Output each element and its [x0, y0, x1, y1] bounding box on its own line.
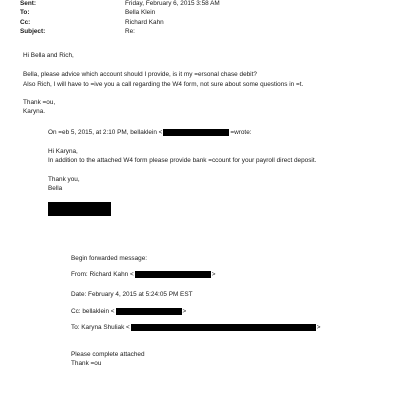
- redaction-bar: [135, 271, 211, 278]
- reply-signoff: Thank =ou,: [23, 99, 56, 106]
- quoted-attribution-prefix: On =eb 5, 2015, at 2:10 PM, bellaklein <: [48, 129, 163, 137]
- reply-signature: Karyna.: [23, 108, 46, 115]
- forwarded-from-suffix: >: [211, 271, 216, 279]
- to-value: Bella Klein: [125, 9, 156, 16]
- forwarded-body-line-2: Thank =ou: [71, 360, 102, 367]
- redaction-bar: [116, 308, 182, 315]
- cc-label: Cc:: [20, 19, 31, 26]
- sent-value: Friday, February 6, 2015 3:58 AM: [125, 0, 220, 7]
- reply-line-2: Also Rich, I will have to =ive you a call regarding the W4 form, not sure about some questions in =t.: [23, 81, 304, 88]
- redaction-bar: [131, 324, 316, 331]
- quoted-signature: Bella: [48, 185, 63, 192]
- to-label: To:: [20, 9, 30, 16]
- forwarded-to-prefix: To: Karyna Shuliak <: [71, 324, 130, 332]
- forwarded-date: Date: February 4, 2015 at 5:24:05 PM EST: [71, 291, 193, 298]
- forwarded-cc-suffix: >: [182, 308, 187, 316]
- forwarded-cc-prefix: Cc: bellaklein <: [71, 308, 115, 316]
- sent-label: Sent:: [20, 0, 36, 7]
- quoted-attribution: [48, 129, 252, 137]
- redaction-block: [48, 202, 111, 216]
- reply-greeting: Hi Bella and Rich,: [23, 52, 74, 59]
- quoted-greeting: Hi Karyna,: [48, 148, 78, 155]
- forwarded-to: [71, 324, 321, 332]
- forwarded-body-line-1: Please complete attached: [71, 351, 145, 358]
- cc-value: Richard Kahn: [125, 19, 164, 26]
- forwarded-from-prefix: From: Richard Kahn <: [71, 271, 134, 279]
- reply-line-1: Bella, please advice which account should I provide, is it my =ersonal chase debit?: [23, 71, 257, 78]
- forwarded-from: [71, 271, 215, 279]
- forwarded-cc: [71, 308, 186, 316]
- quoted-body: In addition to the attached W4 form please provide bank =ccount for your payroll direct deposit.: [48, 157, 317, 164]
- quoted-attribution-suffix: =wrote:: [230, 129, 252, 137]
- quoted-signoff: Thank you,: [48, 176, 80, 183]
- forwarded-to-suffix: >: [316, 324, 321, 332]
- redaction-bar: [163, 129, 229, 136]
- forwarded-intro: Begin forwarded message:: [71, 255, 148, 262]
- subject-value: Re:: [125, 28, 135, 35]
- subject-label: Subject:: [20, 28, 46, 35]
